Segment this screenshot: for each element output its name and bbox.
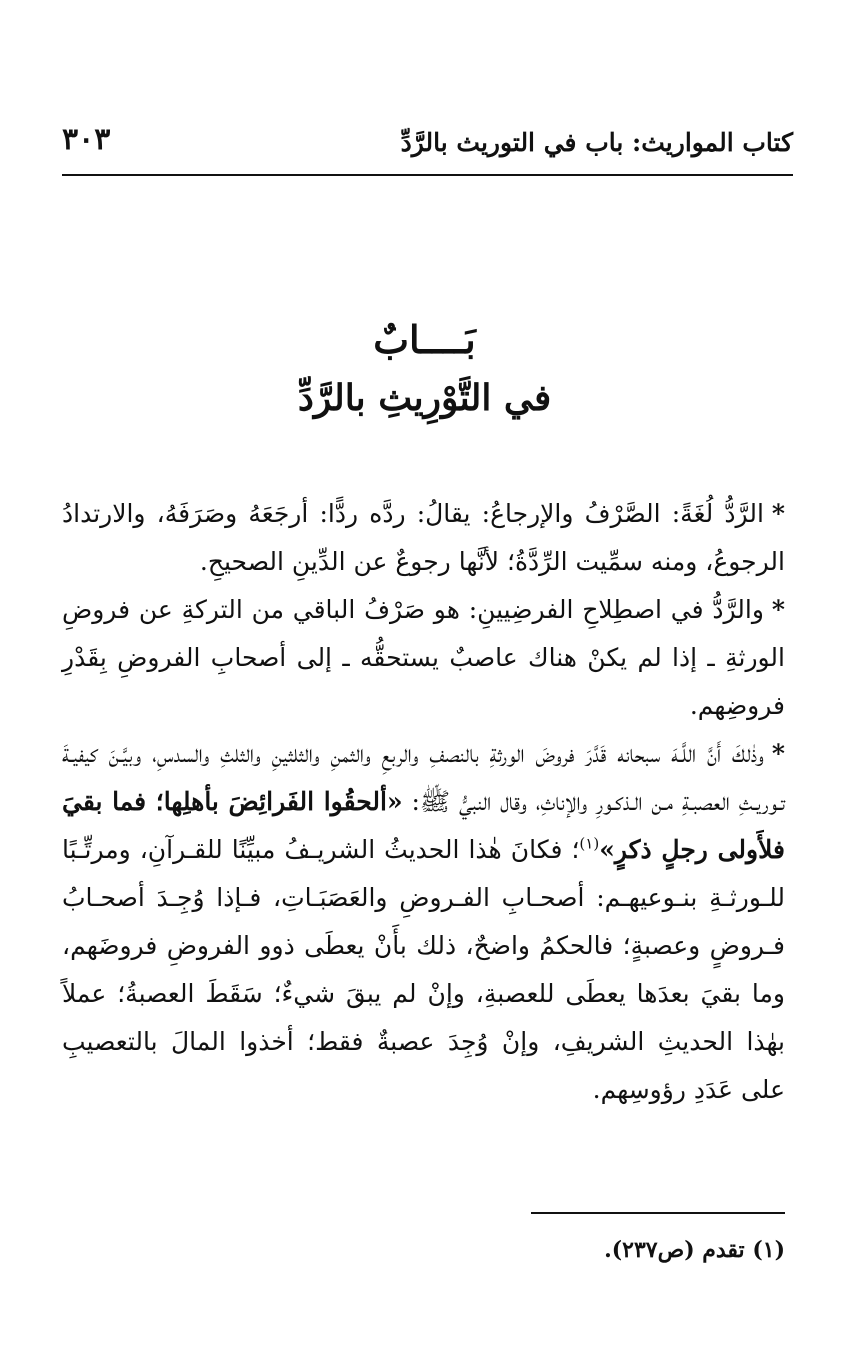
footnote-marker: (١) [579,834,600,853]
running-header [62,118,793,176]
body-text [62,490,785,1114]
hadith-quote: «ألحقُوا الفَرائِضَ بأهلِها؛ فما بقيَ فلأَولى رجلٍ ذكرٍ» [62,787,785,864]
running-title: كتاب المواريث: باب في التوريث بالرَّدِّ [400,128,793,157]
star-bullet: * [771,595,785,624]
page-number: ٣٠٣ [62,122,111,157]
star-bullet: * [771,739,785,768]
star-bullet: * [771,499,785,528]
paragraph-text-continued: ؛ فكانَ هٰذا الحديثُ الشريـفُ مبيِّنًا للقـرآنِ، ومرتِّـبًا للـورثـةِ بنـوعيهـم: أصحـابِ الفـروضِ والعَصَبَـاتِ، فـإذا وُجِـدَ أصحـابُ فـروضٍ وعصبةٍ؛ فالحكمُ واضحٌ، ذلك بأَنْ يعطَى ذوو الفروضِ فروضَهم، وما بقيَ بعدَها يعطَى للعصبةِ، وإنْ لم يبقَ شيءٌ؛ سَقَطَ العصبةُ؛ عملاً بهٰذا الحديثِ الشريفِ، وإنْ وُجِدَ عصبةٌ فقط؛ أخذوا المالَ بالتعصيبِ على عَدَدِ رؤوسِهم. [62,835,785,1104]
footnote-divider [531,1212,785,1214]
chapter-title: بَــــابٌ [373,317,476,362]
paragraph-explanation [62,730,785,1114]
paragraph-technical-definition [62,586,785,730]
paragraph-linguistic-definition [62,490,785,586]
paragraph-text: وذٰلكَ أَنَّ اللَّـهَ سبحانه قَدَّرَ فروضَ الورثةِ بالنصفِ والربعِ والثمنِ والثلثينِ والثلثِ والسدسِ، وبيَّـنَ كيفيـةَ تـوريـثِ العصبـةِ مـن الـذكـورِ والإناثِ، وقال النبيُّ ﷺ: [62,739,785,816]
chapter-heading [0,312,849,428]
paragraph-text: والرَّدُّ في اصطِلاحِ الفرضِيينِ: هو صَرْفُ الباقي من التركةِ عن فروضِ الورثةِ ـ إذا لم يكنْ هناك عاصبٌ يستحقُّه ـ إلى أصحابِ الفروضِ بِقَدْرِ فروضِهم. [62,595,785,720]
paragraph-text: الرَّدُّ لُغَةً: الصَّرْفُ والإرجاعُ: يقالُ: ردَّه ردًّا: أرجَعَهُ وصَرَفَهُ، والارتدادُ الرجوعُ، ومنه سمِّيت الرِّدَّةُ؛ لأنَّها رجوعٌ عن الدِّينِ الصحيحِ. [62,499,785,576]
footnote: (١) تقدم (ص٢٣٧). [604,1237,785,1263]
chapter-subtitle: في التَّوْرِيثِ بالرَّدِّ [297,377,552,419]
